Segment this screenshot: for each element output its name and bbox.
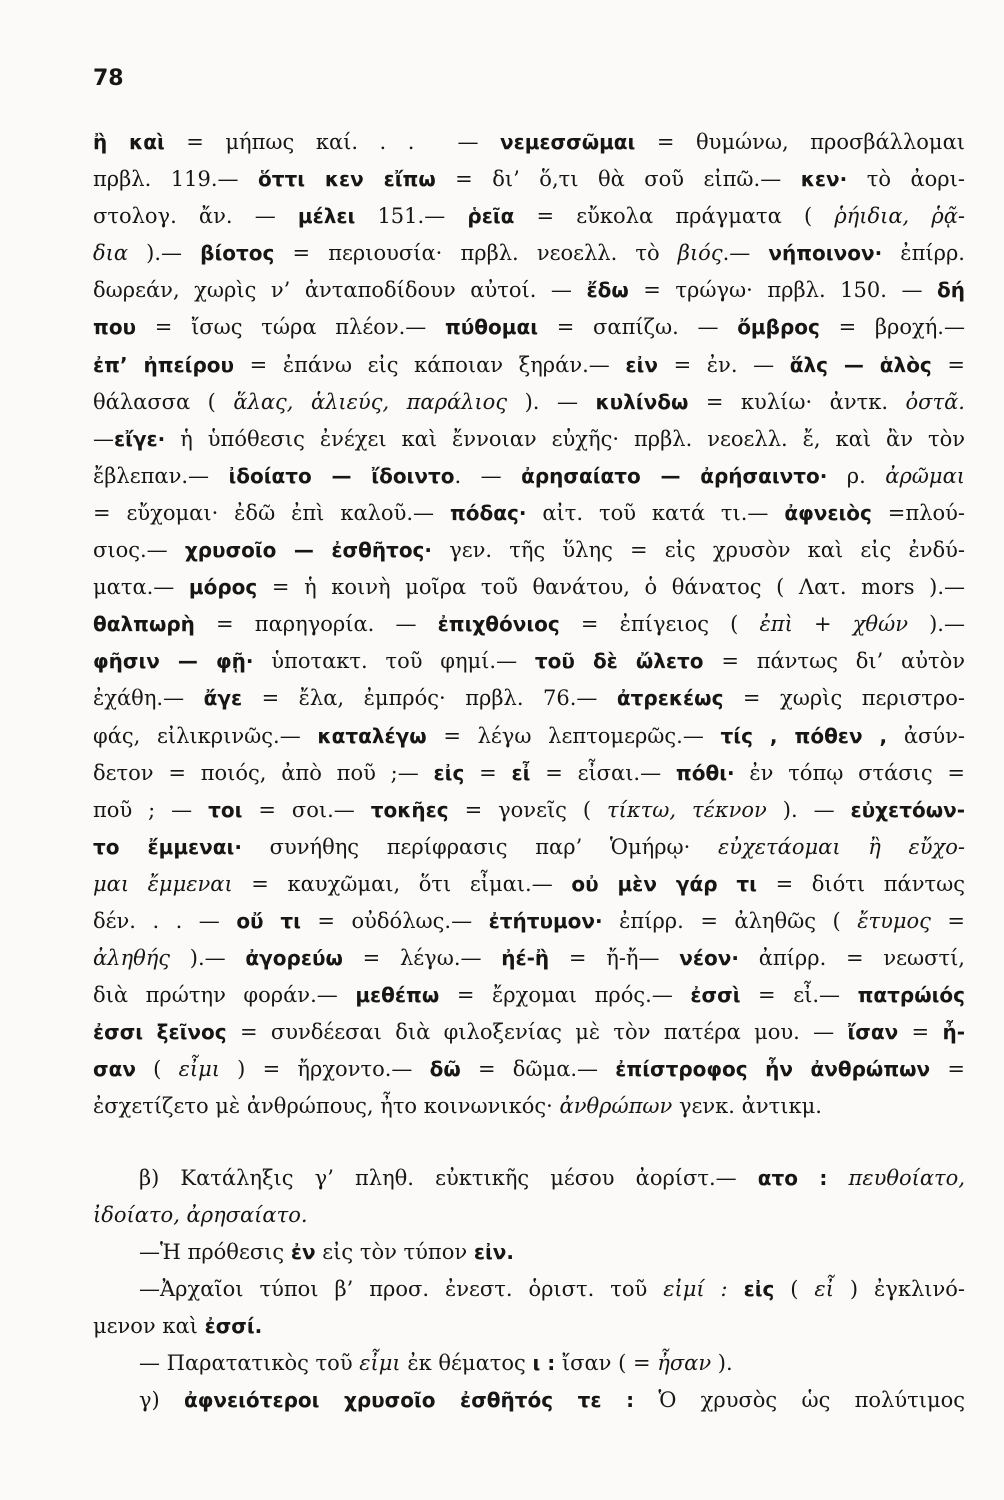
gloss-text: = εὔκολα πράγματα (: [514, 204, 835, 229]
gloss-text: = εἶ.—: [740, 983, 858, 1008]
headword: χρυσοῖο — ἐσθῆτος·: [184, 538, 433, 563]
text-line: [93, 903, 965, 940]
gloss-text: = ἐπάνω εἰς κάποιαν ξηράν.—: [234, 352, 626, 377]
gloss-text: ).—: [170, 946, 246, 971]
gloss-text: = ἡ κοινὴ μοῖρα τοῦ θανάτου, ὁ θάνατος ( Λατ. mors ).—: [257, 575, 965, 600]
headword: ῥεῖα: [467, 204, 515, 229]
headword: ἄγε: [203, 686, 243, 711]
italic-text: ἔτυμος =: [857, 908, 965, 933]
headword: καταλέγω: [317, 723, 427, 748]
page-body: [93, 124, 965, 1419]
text-line: [93, 198, 965, 235]
gloss-text: = περιουσία· πρβλ. νεοελλ. τὸ: [274, 241, 678, 266]
headword: ι :: [532, 1351, 556, 1375]
gloss-text: = μήπως καί. . . —: [164, 130, 500, 154]
gloss-text: ματα.—: [93, 575, 189, 600]
headword: πατρώιός: [857, 983, 965, 1008]
text-line: [93, 1014, 965, 1051]
headword: εἰν: [625, 352, 658, 377]
text-line: [93, 606, 965, 643]
gloss-text: = εἶσαι.—: [530, 760, 676, 785]
gloss-text: γενκ. ἀντικμ.: [672, 1094, 822, 1119]
gloss-text: = κυλίω· ἀντκ.: [688, 389, 906, 414]
gloss-text: αἰτ. τοῦ κατά τι.—: [526, 500, 785, 525]
text-line: [93, 1051, 965, 1088]
text-line: [93, 718, 965, 755]
headword: ἀφνειὸς: [784, 500, 872, 525]
gloss-text: = ἐπίγειος (: [559, 612, 760, 637]
italic-text: ἐπὶ + χθών: [759, 612, 908, 637]
page-number: 78: [93, 66, 124, 91]
gloss-text: γεν. τῆς ὕλης = εἰς χρυσὸν καὶ εἰς ἐνδύ-: [432, 538, 965, 563]
gloss-text: — Παρατατικὸς τοῦ: [139, 1351, 360, 1375]
italic-text: εἶμι: [178, 1057, 220, 1082]
headword: εἰς: [433, 760, 465, 785]
text-line: [93, 532, 965, 569]
gloss-text: δωρεάν, χωρὶς ν’ ἀνταποδίδουν αὐτοί. —: [93, 278, 587, 303]
headword: μόρος: [188, 575, 258, 600]
gloss-text: β) Κατάληξις γ’ πληθ. εὐκτικῆς μέσου ἀορίστ.—: [139, 1165, 758, 1190]
text-line: [93, 124, 965, 161]
note-paragraph-b: [93, 1160, 965, 1234]
gloss-text: = εὔχομαι· ἐδῶ ἐπὶ καλοῦ.—: [93, 500, 450, 525]
gloss-text: θάλασσα (: [93, 389, 234, 414]
headword: ἠέ-ἢ: [501, 946, 550, 971]
gloss-text: ρ.: [827, 463, 886, 488]
text-line: [93, 495, 965, 532]
gloss-text: = βροχή.—: [819, 315, 965, 340]
text-line: [93, 1382, 965, 1419]
italic-text: πευθοίατο,: [848, 1165, 965, 1190]
headword: πόθι·: [675, 760, 735, 785]
gloss-text: στολογ. ἄν. —: [93, 204, 298, 229]
gloss-text: = παρηγορία. —: [194, 612, 438, 637]
gloss-text: = σαπίζω. —: [538, 315, 738, 340]
text-line: [93, 1345, 965, 1382]
italic-text: ἀνθρώπων: [559, 1094, 673, 1119]
gloss-text: = ἐν. —: [657, 352, 790, 377]
gloss-text: ) ἐγκλινό-: [833, 1276, 965, 1301]
headword: εἴγε·: [114, 426, 166, 451]
gloss-text: = χωρὶς περιστρο-: [723, 686, 965, 711]
gloss-text: =πλού-: [871, 500, 965, 525]
italic-text: τίκτω, τέκνον: [607, 797, 767, 822]
headword: ἐπ’ ἠπείρου: [93, 352, 235, 377]
headword: που: [93, 315, 137, 340]
text-line: [93, 829, 965, 866]
gloss-text: —: [93, 426, 114, 451]
gloss-text: = διότι πάντως: [756, 871, 965, 896]
text-line: [93, 309, 965, 346]
headword: ἀφνειότεροι χρυσοῖο ἐσθῆτός τε :: [184, 1388, 635, 1413]
gloss-text: μενον καὶ: [93, 1313, 205, 1338]
gloss-text: = πάντως δι’ αὐτὸν: [703, 649, 965, 674]
italic-text: ἀρῶμαι: [885, 463, 965, 488]
gloss-text: =: [930, 1057, 965, 1082]
gloss-text: διὰ πρώτην φοράν.—: [93, 983, 356, 1008]
gloss-text: ἐπίρρ. = ἀληθῶς (: [602, 908, 858, 933]
gloss-text: ).—: [128, 241, 201, 266]
italic-text: ἦσαν: [657, 1351, 712, 1375]
gloss-text: = δι’ ὅ,τι θὰ σοῦ εἰπῶ.—: [435, 167, 801, 192]
headword: ἐτήτυμον·: [488, 908, 603, 933]
headword: ὄμβρος: [737, 315, 820, 340]
gloss-text: . —: [454, 463, 522, 488]
gloss-text: = τρώγω· πρβλ. 150. —: [628, 278, 938, 303]
gloss-text: = οὐδόλως.—: [300, 908, 489, 933]
headword: ἐπίστροφος ἦν ἀνθρώπων: [615, 1057, 931, 1082]
headword: ἢ καὶ: [93, 130, 165, 154]
italic-text: δια: [93, 241, 129, 266]
headword: ατο :: [757, 1165, 828, 1190]
gloss-text: ἐπίρρ.: [882, 241, 965, 266]
gloss-text: 151.—: [355, 204, 468, 229]
text-line: [93, 866, 965, 903]
gloss-text: ἐχάθη.—: [93, 686, 204, 711]
text-line: [93, 680, 965, 717]
headword: εὐχετόων-: [850, 797, 965, 822]
headword: ἐσσί.: [204, 1313, 263, 1338]
italic-text: ὀστᾶ.: [905, 389, 965, 414]
italic-text: εἶμι: [359, 1351, 401, 1375]
headword: ἰδοίατο — ἴδοιντο: [228, 463, 455, 488]
gloss-text: συνήθης περίφρασις παρ’ Ὁμήρῳ·: [241, 834, 719, 859]
gloss-text: =: [898, 1020, 943, 1045]
headword: ἀτρεκέως: [616, 686, 724, 711]
text-line: [93, 1088, 965, 1125]
gloss-text: = συνδέεσαι διὰ φιλοξενίας μὲ τὸν πατέρα μου. —: [226, 1020, 848, 1045]
italic-text: βιός: [677, 241, 723, 266]
gloss-text: [728, 1277, 744, 1301]
headword: πύθομαι: [444, 315, 539, 340]
headword: τοι: [208, 797, 243, 822]
text-line: [93, 235, 965, 272]
note-paragraph-d: [93, 1271, 965, 1345]
gloss-text: τὸ ἀορι-: [847, 167, 965, 192]
gloss-text: πρβλ. 119.—: [93, 167, 258, 192]
gloss-text: = δῶμα.—: [460, 1057, 616, 1082]
headword: ἐσσι ξεῖνος: [93, 1020, 227, 1045]
headword: εἶ: [511, 760, 531, 785]
gloss-text: ).—: [907, 612, 965, 637]
gloss-text: = ἴσως τώρα πλέον.—: [136, 315, 445, 340]
text-line: [93, 569, 965, 606]
headword: το ἔμμεναι·: [93, 834, 242, 859]
text-line: [93, 1308, 965, 1345]
gloss-text: = γονεῖς (: [448, 797, 608, 822]
headword: κυλίνδω: [595, 389, 689, 414]
text-line: [93, 940, 965, 977]
headword: φῆσιν — φῇ·: [93, 649, 254, 674]
gloss-text: =: [464, 760, 512, 785]
gloss-text: ).: [711, 1351, 733, 1375]
headword: οὐ μὲν γάρ τι: [571, 871, 757, 896]
gloss-text: —Ἡ πρόθεσις: [139, 1239, 291, 1264]
gloss-text: σιος.—: [93, 538, 185, 563]
text-line: [93, 384, 965, 421]
text-line: [93, 272, 965, 309]
gloss-text: ἔβλεπαν.—: [93, 463, 229, 488]
gloss-text: ἐσχετίζετο μὲ ἀνθρώπους, ἦτο κοινωνικός·: [93, 1094, 560, 1119]
gloss-text: ἴσαν ( =: [555, 1351, 658, 1375]
headword: ὅττι κεν εἴπω: [258, 167, 436, 192]
gloss-text: ἀσύν-: [887, 723, 965, 748]
text-line: [93, 1234, 965, 1271]
text-line: [93, 1160, 965, 1197]
gloss-text: εἰς τὸν τύπον: [315, 1239, 474, 1264]
italic-text: ἅλας, ἁλιεύς, παράλιος: [233, 389, 508, 414]
gloss-text: —Ἀρχαῖοι τύποι β’ προσ. ἐνεστ. ὁριστ. τοῦ: [139, 1276, 664, 1301]
gloss-text: (: [774, 1276, 815, 1301]
gloss-text: =: [931, 352, 965, 377]
text-line: [93, 347, 965, 384]
italic-text: μαι ἔμμεναι: [93, 871, 233, 896]
headword: ἐν: [290, 1239, 316, 1264]
gloss-text: Ὁ χρυσὸς ὡς πολύτιμος: [634, 1388, 965, 1413]
gloss-text: = θυμώνω, προσβάλλομαι: [635, 130, 965, 154]
note-paragraph-c: [93, 1234, 965, 1271]
headword: νεμεσσῶμαι: [499, 130, 636, 154]
headword: τοῦ δὲ ὤλετο: [534, 649, 704, 674]
headword: ἅλς — ἁλὸς: [789, 352, 932, 377]
headword: εἰν.: [473, 1239, 514, 1264]
headword: ἀγορεύω: [245, 946, 343, 971]
headword: ἀρησαίατο — ἀρήσαιντο·: [521, 463, 828, 488]
gloss-text: = ἔρχομαι πρός.—: [439, 983, 691, 1008]
gloss-text: = ἔλα, ἐμπρός· πρβλ. 76.—: [242, 686, 617, 711]
headword: εἰς: [743, 1276, 775, 1301]
note-paragraph-f: [93, 1382, 965, 1419]
text-line: [93, 1197, 965, 1234]
headword: τίς , πόθεν ,: [720, 723, 888, 748]
text-line: [93, 161, 965, 198]
note-paragraph-e: [93, 1345, 965, 1382]
gloss-text: .—: [722, 241, 769, 266]
gloss-text: δετον = ποιός, ἀπὸ ποῦ ;—: [93, 760, 434, 785]
gloss-text: = σοι.—: [242, 797, 371, 822]
gloss-text: γ): [139, 1388, 184, 1413]
headword: οὔ τι: [236, 908, 301, 933]
glossary-paragraph: [93, 124, 965, 1126]
italic-text: εἶ: [814, 1276, 834, 1301]
italic-text: ῥήιδια, ῥᾷ-: [834, 204, 965, 229]
gloss-text: ἡ ὑπόθεσις ἐνέχει καὶ ἔννοιαν εὐχῆς· πρβλ. νεοελλ. ἔ, καὶ ἂν τὸν: [165, 426, 965, 451]
text-line: [93, 977, 965, 1014]
headword: νήποινον·: [768, 241, 883, 266]
headword: μέλει: [297, 204, 356, 229]
gloss-text: φάς, εἰλικρινῶς.—: [93, 723, 318, 748]
headword: ἔδω: [586, 278, 629, 303]
italic-text: εἰμί :: [663, 1276, 728, 1301]
text-line: [93, 1271, 965, 1308]
gloss-text: ). —: [507, 389, 596, 414]
headword: πόδας·: [449, 500, 527, 525]
gloss-text: [827, 1166, 848, 1190]
headword: θαλπωρὴ: [93, 612, 195, 637]
headword: ἐπιχθόνιος: [437, 612, 560, 637]
italic-text: εὐχετάομαι ἢ εὔχο-: [718, 834, 965, 859]
gloss-text: = ἤ-ἤ—: [549, 946, 680, 971]
text-line: [93, 458, 965, 495]
gloss-text: = καυχῶμαι, ὅτι εἶμαι.—: [232, 871, 572, 896]
gloss-text: ἐν τόπῳ στάσις =: [734, 760, 965, 785]
headword: τοκῆες: [370, 797, 449, 822]
gloss-text: δέν. . . —: [93, 908, 237, 933]
gloss-text: ἀπίρρ. = νεωστί,: [738, 946, 965, 971]
italic-text: ἰδοίατο, ἀρησαίατο.: [93, 1202, 308, 1227]
headword: κεν·: [800, 167, 848, 192]
italic-text: ἀληθής: [93, 946, 171, 971]
text-line: [93, 792, 965, 829]
headword: μεθέπω: [355, 983, 440, 1008]
headword: δῶ: [429, 1057, 461, 1082]
gloss-text: ὑποτακτ. τοῦ φημί.—: [253, 649, 535, 674]
headword: ἦ-: [942, 1020, 965, 1045]
gloss-text: ἐκ θέματος: [400, 1351, 533, 1375]
gloss-text: ) = ἤρχοντο.—: [219, 1057, 430, 1082]
gloss-text: ). —: [766, 797, 851, 822]
headword: δή: [937, 278, 965, 303]
headword: νέον·: [679, 946, 739, 971]
headword: ἴσαν: [847, 1020, 899, 1045]
gloss-text: = λέγω.—: [342, 946, 502, 971]
headword: ἐσσὶ: [690, 983, 741, 1008]
gloss-text: (: [135, 1057, 179, 1082]
gloss-text: = λέγω λεπτομερῶς.—: [426, 723, 721, 748]
headword: βίοτος: [200, 241, 275, 266]
text-line: [93, 643, 965, 680]
text-line: [93, 755, 965, 792]
headword: σαν: [93, 1057, 136, 1082]
text-line: [93, 421, 965, 458]
gloss-text: ποῦ ; —: [93, 797, 209, 822]
